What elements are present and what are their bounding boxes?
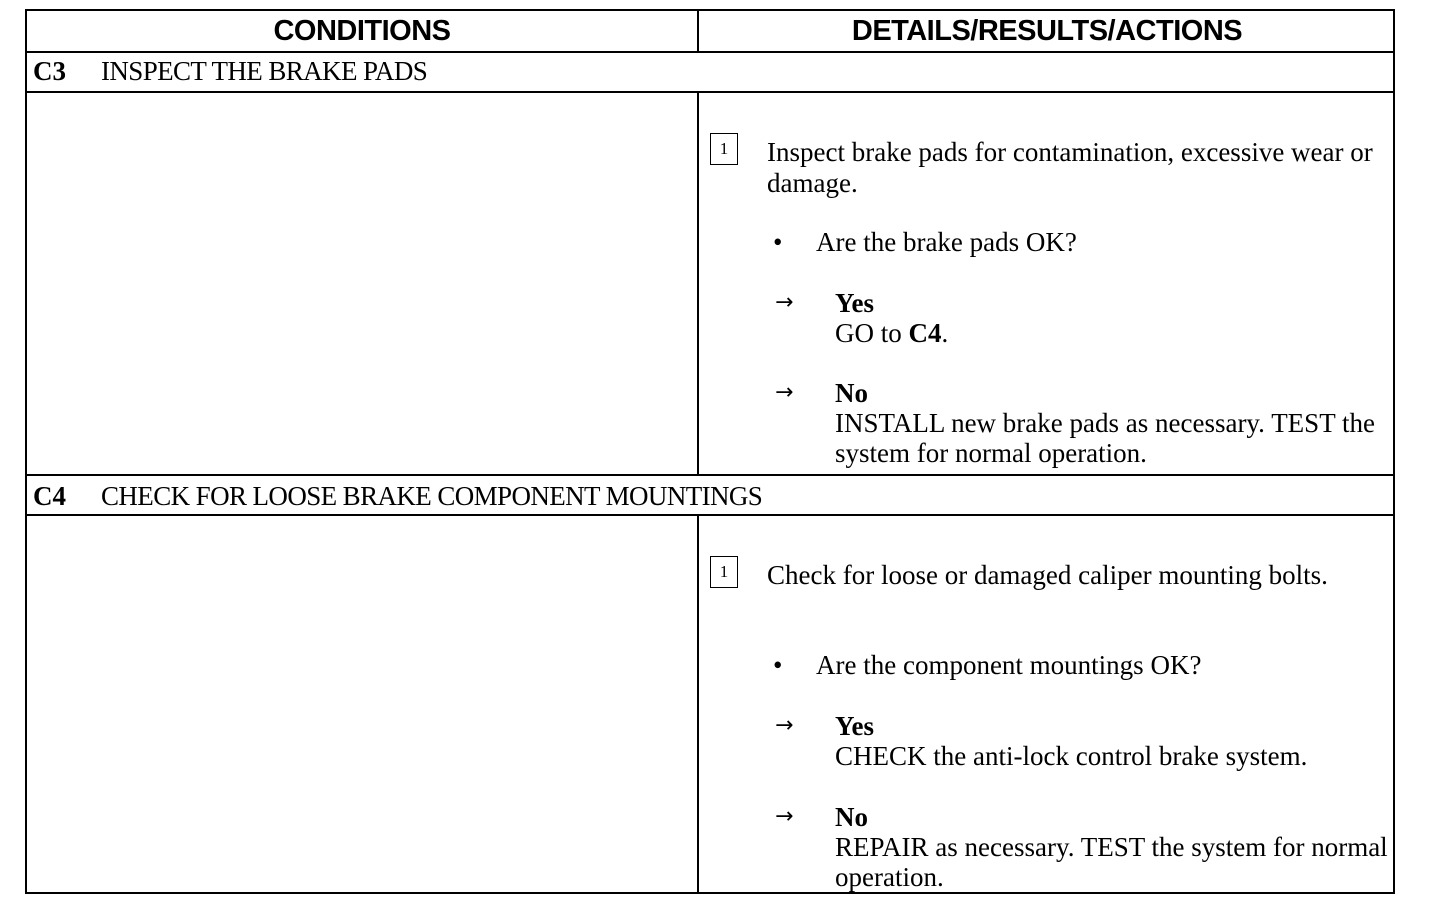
table-header-row [27,11,1393,53]
step-number-box: 1 [710,556,738,588]
step-question: Are the brake pads OK? [816,227,1077,257]
header-column-divider [697,11,699,51]
step-instruction: Inspect brake pads for contamination, excessive wear or damage. [767,137,1373,198]
yes-action-suffix: . [941,318,949,348]
arrow-right-icon: → [775,290,794,315]
no-action-text: REPAIR as necessary. TEST the system for normal operation. [835,832,1388,892]
bullet-icon: • [773,650,783,680]
details-header: DETAILS/RESULTS/ACTIONS [851,15,1243,47]
section-c3-title-row [27,51,1393,93]
yes-action-ref: C4 [908,318,942,348]
arrow-right-icon: → [775,713,794,738]
section-c4-body [27,516,1393,892]
section-c4-code: C4 [33,481,66,511]
step-instruction: Check for loose or damaged caliper mounting bolts. [767,560,1328,590]
yes-label: Yes [835,711,874,741]
yes-outcome [835,711,1395,771]
section-c4-title-row [27,476,1393,516]
step-number-box: 1 [710,133,738,165]
no-outcome [835,802,1395,892]
section-c3-code: C3 [33,56,66,86]
no-label: No [835,378,868,408]
arrow-right-icon: → [775,804,794,829]
yes-action-text: CHECK the anti-lock control brake system. [835,741,1308,771]
conditions-header: CONDITIONS [273,15,451,47]
no-label: No [835,802,868,832]
section-c3-title: INSPECT THE BRAKE PADS [101,56,428,86]
yes-outcome [835,288,1395,348]
section-c3-body [27,93,1393,474]
step-question: Are the component mountings OK? [816,650,1202,680]
no-outcome [835,378,1395,468]
bullet-icon: • [773,227,783,257]
yes-label: Yes [835,288,874,318]
yes-action-text: GO to [835,318,909,348]
diagnostic-table [25,9,1395,894]
arrow-right-icon: → [775,380,794,405]
section-c4-title: CHECK FOR LOOSE BRAKE COMPONENT MOUNTINGS [101,481,763,511]
no-action-text: INSTALL new brake pads as necessary. TEST the system for normal operation. [835,408,1375,468]
